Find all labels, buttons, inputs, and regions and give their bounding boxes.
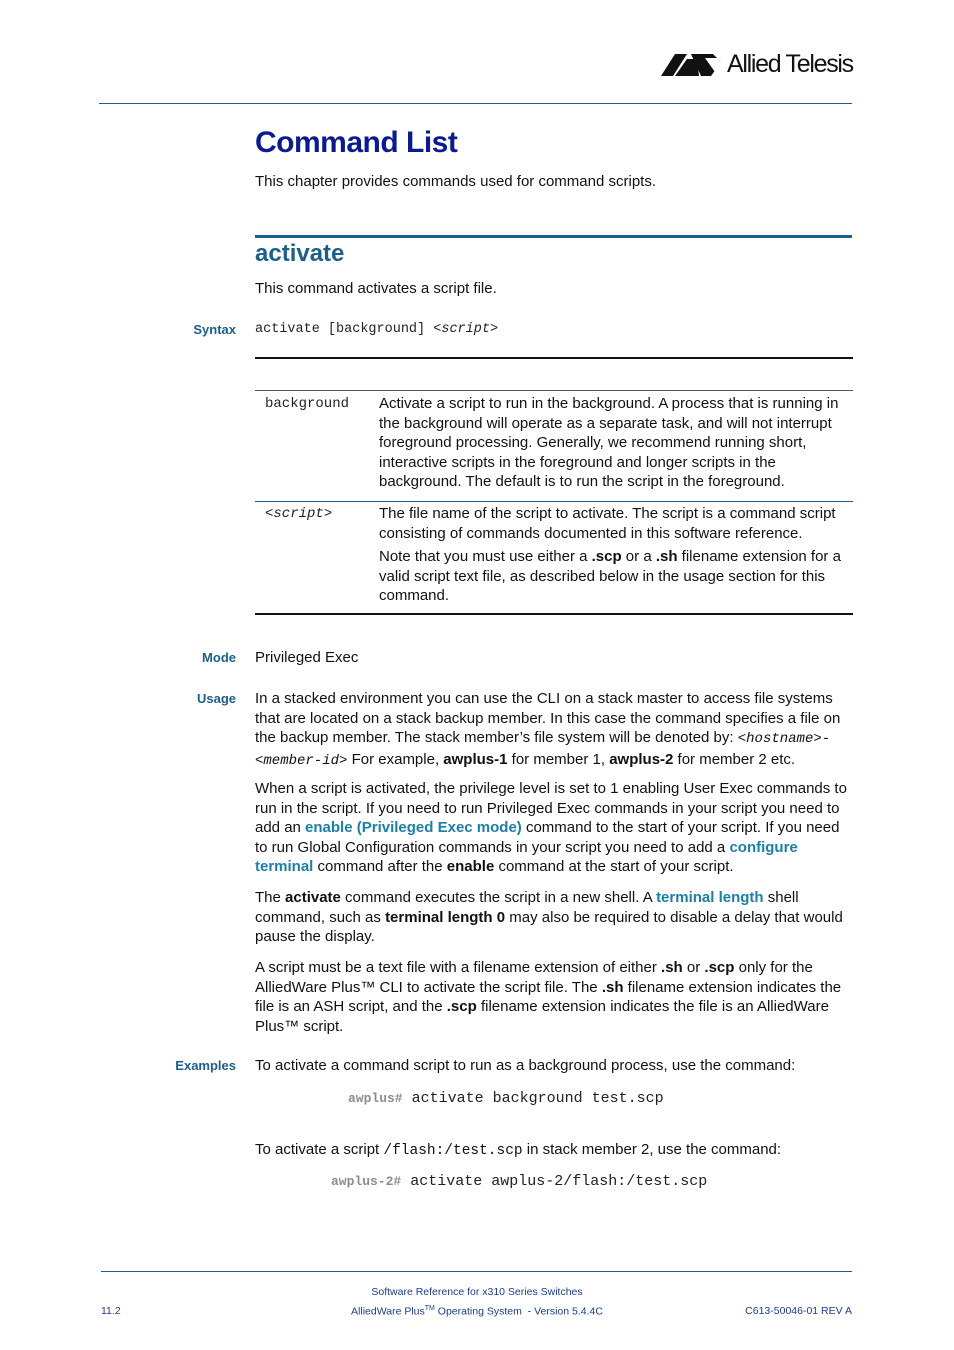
mode-label: Mode [202, 650, 236, 665]
footer-page-number: 11.2 [101, 1305, 121, 1317]
param-background-desc: Activate a script to run in the background. A process that is running in the background will operate as a separate task, and will not interrupt foreground processing. Generally, we recommend running short, interactive scripts in the foreground and longer scripts in the background. The default is to run the script in the foreground. [379, 395, 839, 490]
allied-telesis-logo-mark [661, 54, 725, 76]
intro-text: This chapter provides commands used for command scripts. [255, 173, 656, 190]
example-1-intro: To activate a command script to run as a background process, use the command: [255, 1057, 796, 1074]
configure-terminal-link[interactable]: configure terminal [255, 838, 798, 875]
example-2-intro: To activate a script /flash:/test.scp in stack member 2, use the command: [255, 1141, 782, 1159]
param-table-row-rule [255, 501, 853, 502]
usage-paragraph-2: When a script is activated, the privilege level is set to 1 enabling User Exec commands to run in the script. If you need to run Privileged Exec commands in your script you need to add an enable (Privileged Exec mode) command to the start of your script. If you need to run Global Configuration commands in your script you need to add a configure terminal command after the enable command at the start of your script. [255, 780, 847, 875]
syntax-label: Syntax [193, 322, 236, 337]
hostname-member-id-code: <hostname>-<member-id> [255, 731, 831, 769]
brand-logo [661, 50, 855, 80]
param-script-desc-2: Note that you must use either a .scp or a .sh filename extension for a valid script text file, as described below in the usage section for this command. [379, 548, 841, 604]
footer-version: AlliedWare Plus™ Operating System - Version 5.4.4C [351, 1305, 603, 1318]
syntax-end: > [489, 322, 499, 337]
section-description: This command activates a script file. [255, 280, 497, 297]
example-1-command [348, 1090, 664, 1107]
usage-paragraph-1: In a stacked environment you can use the CLI on a stack master to access file systems that are located on a stack backup member. In this case the command specifies a file on the backup member. The stack member’s file system will be denoted by: <hostname>-<member-id> For example, awplus-1 for member 1, awplus-2 for member 2 etc. [255, 690, 841, 769]
syntax-cmd: activate [background] < [255, 322, 442, 337]
example-2-command [331, 1173, 707, 1190]
syntax-line [255, 322, 498, 337]
param-table-header-rule [255, 390, 853, 391]
header-rule [99, 103, 852, 104]
page-title: Command List [255, 126, 458, 159]
trademark-mark: TM [424, 1305, 435, 1312]
usage-label: Usage [196, 691, 236, 706]
param-script-desc-1: The file name of the script to activate. The script is a command script consisting of commands documented in this software reference. [379, 505, 836, 542]
mode-value: Privileged Exec [255, 649, 359, 666]
param-table-bottom-rule [255, 613, 853, 615]
param-script [265, 506, 332, 522]
section-title: activate [255, 240, 345, 267]
flash-path-code: /flash:/test.scp [383, 1143, 523, 1159]
footer-rule [101, 1271, 852, 1272]
param-table-top-rule [255, 357, 853, 359]
example-2-prompt: awplus-2# [331, 1174, 402, 1189]
syntax-arg: script [441, 322, 490, 337]
usage-paragraph-3: The activate command executes the script in a new shell. A terminal length shell command, such as terminal length 0 may also be required to disable a delay that would pause the display. [255, 889, 843, 945]
examples-label: Examples [175, 1058, 236, 1073]
param-background: background [265, 396, 350, 412]
example-1-prompt: awplus# [348, 1091, 403, 1106]
section-rule [255, 235, 852, 238]
enable-privileged-exec-link[interactable]: enable (Privileged Exec mode) [305, 819, 522, 836]
example-1-cmd: activate background test.scp [411, 1090, 664, 1107]
param-script-close: > [323, 506, 333, 522]
param-script-open: < [265, 506, 274, 522]
example-2-cmd: activate awplus-2/flash:/test.scp [410, 1173, 708, 1190]
param-script-name: script [273, 506, 324, 522]
usage-paragraph-4: A script must be a text file with a filename extension of either .sh or .scp only for the AlliedWare Plus™ CLI to activate the script file. The .sh filename extension indicates the file is an ASH script, and the .scp filename extension indicates the file is an AlliedWare Plus™ script. [255, 959, 842, 1035]
terminal-length-link[interactable]: terminal length [656, 889, 764, 906]
footer-doc-id: C613-50046-01 REV A [745, 1305, 852, 1317]
logo-text: Allied Telesis [727, 50, 853, 78]
footer-title: Software Reference for x310 Series Switches [371, 1286, 583, 1298]
